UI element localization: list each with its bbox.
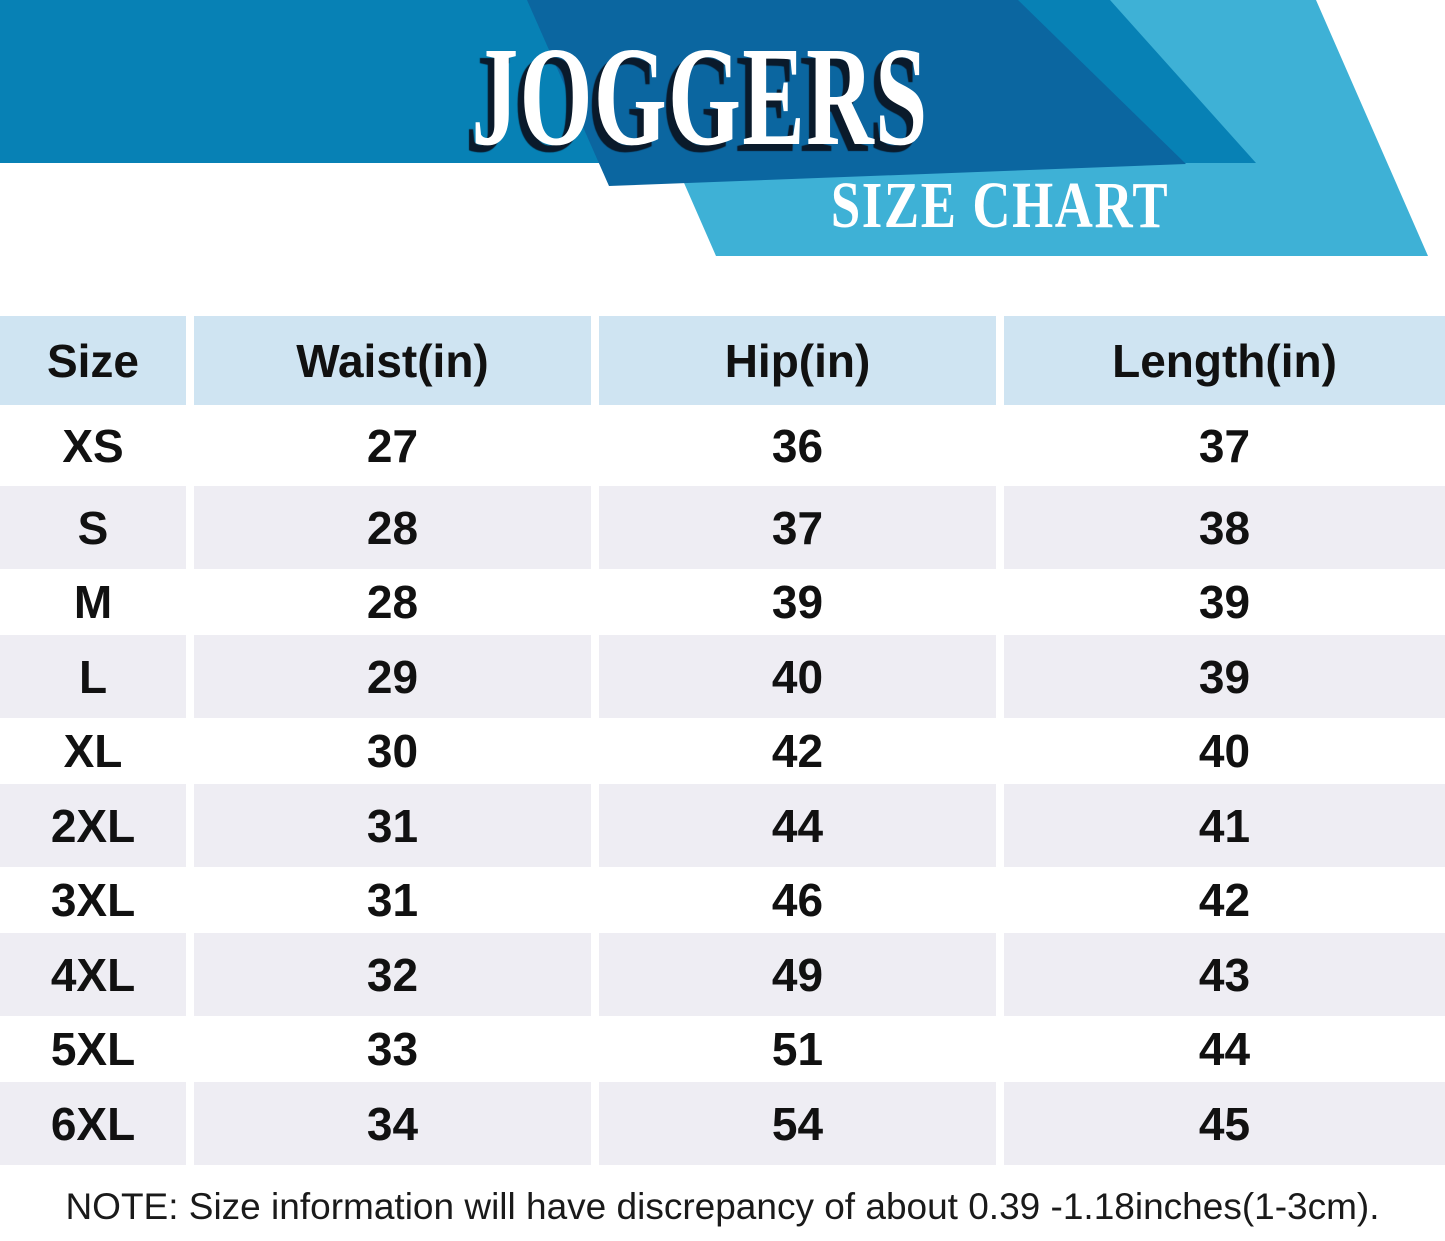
waist-cell: 28 xyxy=(194,569,591,635)
waist-cell: 28 xyxy=(194,486,591,569)
length-cell: 39 xyxy=(1004,635,1445,718)
waist-cell: 27 xyxy=(194,405,591,486)
hip-cell: 40 xyxy=(599,635,996,718)
table-row xyxy=(0,718,1445,784)
length-cell: 39 xyxy=(1004,569,1445,635)
table-row xyxy=(0,486,1445,569)
length-cell: 38 xyxy=(1004,486,1445,569)
size-discrepancy-note: NOTE: Size information will have discrepancy of about 0.39 -1.18inches(1-3cm). xyxy=(65,1186,1380,1227)
size-cell: M xyxy=(0,569,186,635)
waist-cell: 31 xyxy=(194,867,591,933)
column-header-size: Size xyxy=(0,316,186,405)
hip-cell: 49 xyxy=(599,933,996,1016)
waist-cell: 33 xyxy=(194,1016,591,1082)
page-title: JOGGERS xyxy=(471,17,929,175)
table-header-row xyxy=(0,316,1445,405)
hip-cell: 54 xyxy=(599,1082,996,1165)
length-cell: 44 xyxy=(1004,1016,1445,1082)
length-cell: 45 xyxy=(1004,1082,1445,1165)
size-cell: 6XL xyxy=(0,1082,186,1165)
hip-cell: 51 xyxy=(599,1016,996,1082)
table-row xyxy=(0,1016,1445,1082)
length-cell: 40 xyxy=(1004,718,1445,784)
table-row xyxy=(0,867,1445,933)
size-cell: S xyxy=(0,486,186,569)
size-cell: L xyxy=(0,635,186,718)
table-row xyxy=(0,569,1445,635)
hip-cell: 46 xyxy=(599,867,996,933)
table-row xyxy=(0,405,1445,486)
hip-cell: 44 xyxy=(599,784,996,867)
hip-cell: 36 xyxy=(599,405,996,486)
waist-cell: 34 xyxy=(194,1082,591,1165)
length-cell: 42 xyxy=(1004,867,1445,933)
column-header-waist: Waist(in) xyxy=(194,316,591,405)
size-chart-table xyxy=(0,316,1445,1165)
size-cell: 5XL xyxy=(0,1016,186,1082)
waist-cell: 29 xyxy=(194,635,591,718)
table-row xyxy=(0,635,1445,718)
hip-cell: 42 xyxy=(599,718,996,784)
hip-cell: 37 xyxy=(599,486,996,569)
table-row xyxy=(0,933,1445,1016)
size-cell: XS xyxy=(0,405,186,486)
table-row xyxy=(0,784,1445,867)
size-cell: 4XL xyxy=(0,933,186,1016)
size-cell: XL xyxy=(0,718,186,784)
column-header-hip: Hip(in) xyxy=(599,316,996,405)
length-cell: 43 xyxy=(1004,933,1445,1016)
page-subtitle: SIZE CHART xyxy=(830,169,1170,242)
size-cell: 3XL xyxy=(0,867,186,933)
waist-cell: 30 xyxy=(194,718,591,784)
column-header-length: Length(in) xyxy=(1004,316,1445,405)
hip-cell: 39 xyxy=(599,569,996,635)
header-banner xyxy=(0,0,1445,268)
size-cell: 2XL xyxy=(0,784,186,867)
waist-cell: 32 xyxy=(194,933,591,1016)
waist-cell: 31 xyxy=(194,784,591,867)
length-cell: 41 xyxy=(1004,784,1445,867)
table-row xyxy=(0,1082,1445,1165)
length-cell: 37 xyxy=(1004,405,1445,486)
